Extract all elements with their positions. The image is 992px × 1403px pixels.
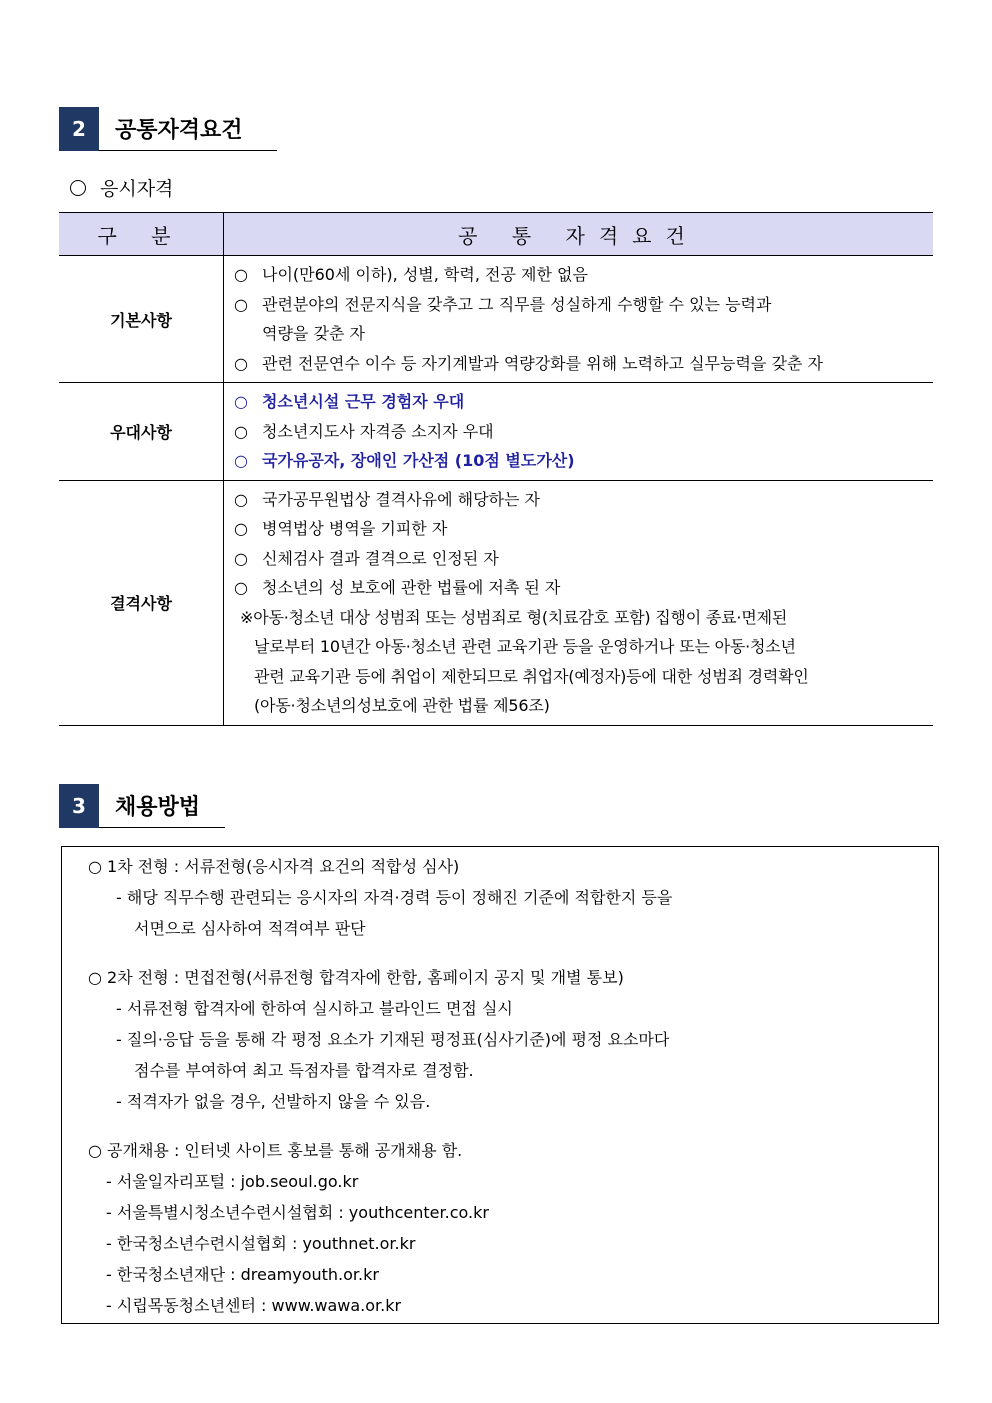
list-item: ○ 나이(만60세 이하), 성별, 학력, 전공 제한 없음 <box>234 260 933 290</box>
table-row <box>59 480 933 725</box>
circle-bullet-icon: ○ <box>234 294 248 314</box>
circle-bullet-icon: ○ <box>88 857 108 876</box>
note-line: 날로부터 10년간 아동·청소년 관련 교육기관 등을 운영하거나 또는 아동·청소년 <box>254 637 796 656</box>
circle-bullet-icon: ○ <box>234 451 248 470</box>
site-link: - 한국청소년재단 : dreamyouth.or.kr <box>106 1265 379 1284</box>
row-category: 기본사항 <box>59 256 224 383</box>
method-detail: - 질의·응답 등을 통해 각 평정 요소가 기재된 평정표(심사기준)에 평정 요소마다 <box>116 1030 670 1049</box>
note-line: (아동·청소년의성보호에 관한 법률 제56조) <box>254 696 550 715</box>
section-title: 채용방법 <box>99 784 225 828</box>
subheading-text: 응시자격 <box>100 178 174 200</box>
table-row <box>59 256 933 383</box>
table-header-row <box>59 213 933 256</box>
circle-bullet-icon <box>70 180 86 196</box>
site-link: - 서울특별시청소년수련시설협회 : youthcenter.co.kr <box>106 1203 489 1222</box>
header-requirements: 공 통 자격요건 <box>224 213 934 256</box>
section-number: 3 <box>59 784 99 828</box>
site-link: - 시립목동청소년센터 : www.wawa.or.kr <box>106 1296 402 1315</box>
section-title: 공통자격요건 <box>99 107 277 151</box>
method-detail: 점수를 부여하여 최고 득점자를 합격자로 결정함. <box>134 1061 474 1080</box>
method-detail: - 서류전형 합격자에 한하여 실시하고 블라인드 면접 실시 <box>116 999 513 1018</box>
circle-bullet-icon: ○ <box>234 392 248 411</box>
note-line: 관련 교육기관 등에 취업이 제한되므로 취업자(예정자)등에 대한 성범죄 경력확인 <box>254 666 809 686</box>
row-items <box>224 480 934 725</box>
list-item: ○ 병역법상 병역을 기피한 자 <box>234 514 933 544</box>
method-detail: 서면으로 심사하여 적격여부 판단 <box>134 919 366 938</box>
circle-bullet-icon: ○ <box>234 421 248 441</box>
site-link: - 한국청소년수련시설협회 : youthnet.or.kr <box>106 1234 416 1253</box>
list-item: ○ 관련분야의 전문지식을 갖추고 그 직무를 성실하게 수행할 수 있는 능력과 <box>234 290 933 320</box>
circle-bullet-icon: ○ <box>234 578 248 597</box>
row-category: 결격사항 <box>59 480 224 725</box>
list-item: ○ 관련 전문연수 이수 등 자기계발과 역량강화를 위해 노력하고 실무능력을 갖춘 자 <box>234 349 933 379</box>
row-items <box>224 256 934 383</box>
circle-bullet-icon: ○ <box>234 548 248 568</box>
list-item-continuation: 역량을 갖춘 자 <box>262 324 365 343</box>
list-item: ○ 신체검사 결과 결격으로 인정된 자 <box>234 544 933 574</box>
method-step: ○ 1차 전형 : 서류전형(응시자격 요건의 적합성 심사) <box>88 857 460 876</box>
method-step: ○ 2차 전형 : 면접전형(서류전형 합격자에 한함, 홈페이지 공지 및 개별 통보) <box>88 968 624 987</box>
list-item: ○ 청소년의 성 보호에 관한 법률에 저촉 된 자 <box>234 573 933 603</box>
subheading <box>70 174 173 201</box>
circle-bullet-icon: ○ <box>88 1141 108 1160</box>
section-2-header <box>59 107 277 151</box>
method-detail: - 해당 직무수행 관련되는 응시자의 자격·경력 등이 정해진 기준에 적합한지 등을 <box>116 888 673 907</box>
row-category: 우대사항 <box>59 383 224 481</box>
list-item: ○ 청소년지도사 자격증 소지자 우대 <box>234 417 933 447</box>
method-detail: - 적격자가 없을 경우, 선발하지 않을 수 있음. <box>116 1092 431 1111</box>
circle-bullet-icon: ○ <box>88 968 108 987</box>
requirements-table <box>59 212 933 726</box>
site-link: - 서울일자리포털 : job.seoul.go.kr <box>106 1172 359 1191</box>
method-step: ○ 공개채용 : 인터넷 사이트 홍보를 통해 공개채용 함. <box>88 1141 463 1160</box>
table-row <box>59 383 933 481</box>
list-item: ○ 청소년시설 근무 경험자 우대 <box>234 387 933 417</box>
header-category: 구 분 <box>59 213 224 256</box>
circle-bullet-icon: ○ <box>234 353 248 373</box>
note-line: ※아동·청소년 대상 성범죄 또는 성범죄로 형(치료감호 포함) 집행이 종료·면제된 <box>240 607 788 627</box>
circle-bullet-icon: ○ <box>234 519 248 538</box>
recruitment-method-box <box>61 846 939 1324</box>
circle-bullet-icon: ○ <box>234 489 248 509</box>
section-3-header <box>59 784 225 828</box>
list-item: ○ 국가공무원법상 결격사유에 해당하는 자 <box>234 485 933 515</box>
row-items <box>224 383 934 481</box>
circle-bullet-icon: ○ <box>234 265 248 284</box>
section-number: 2 <box>59 107 99 151</box>
list-item: ○ 국가유공자, 장애인 가산점 (10점 별도가산) <box>234 446 933 476</box>
